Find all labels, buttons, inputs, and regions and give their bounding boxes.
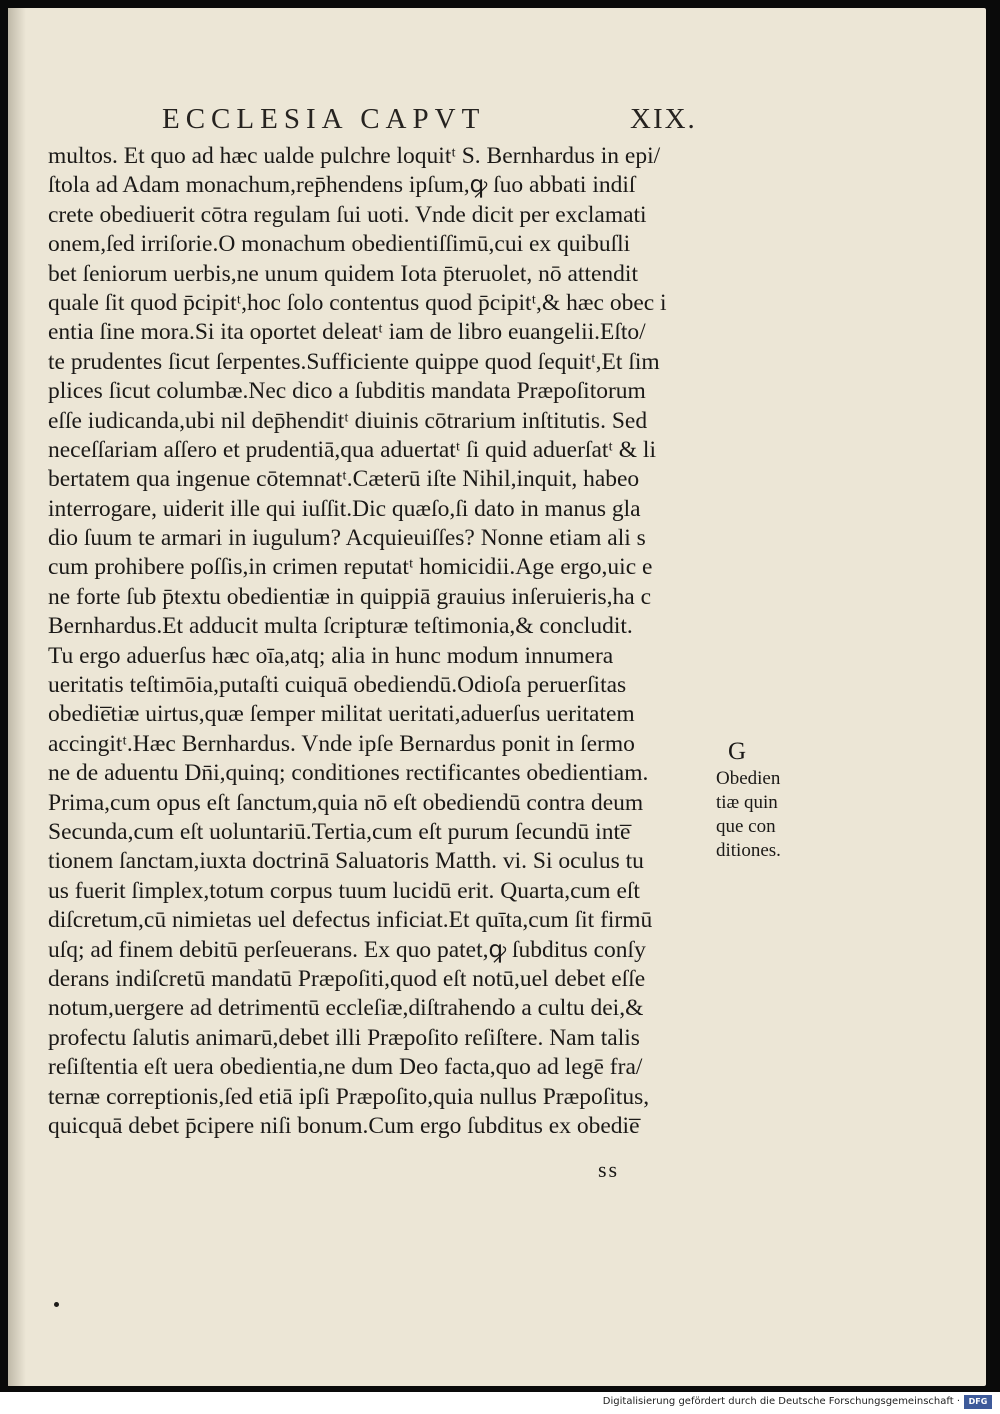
text-line: Prima,cum opus eſt ſanctum,quia nō eſt obediendū contra deum — [48, 789, 644, 816]
text-line: ne de aduentu Dn̄i,quinq; conditiones rectificantes obedientiam. — [48, 760, 649, 787]
text-line: neceſſariam aſſero et prudentiā,qua aduertatᵗ ſi quid aduerſatᵗ & li — [48, 436, 656, 463]
running-head — [150, 103, 710, 139]
margin-note-line: tiæ quin — [716, 792, 778, 813]
text-line: dio ſuum te armari in iugulum? Acquieuiſſes? Nonne etiam ali s — [48, 525, 646, 552]
text-line: crete obediuerit cōtra regulam ſui uoti. Vnde dicit per exclamati — [48, 201, 647, 228]
text-line: Tu ergo aduerſus hæc oīa,atq; alia in hunc modum innumera — [48, 642, 614, 669]
margin-note — [716, 737, 816, 863]
text-line: bet ſeniorum uerbis,ne unum quidem Iota p̄teruolet, nō attendit — [48, 260, 638, 287]
text-line: bertatem qua ingenue cōtemnatᵗ.Cæterū iſte Nihil,inquit, habeo — [48, 466, 640, 493]
text-line: ternæ correptionis,ſed etiā ipſi Præpoſito,quia nullus Præpoſitus, — [48, 1083, 650, 1110]
text-line: reſiſtentia eſt uera obedientia,ne dum Deo facta,quo ad legē fra/ — [48, 1054, 643, 1081]
margin-section-letter: G — [728, 738, 747, 765]
ink-speck — [54, 1302, 59, 1307]
text-line: accingitᵗ.Hæc Bernhardus. Vnde ipſe Bernardus ponit in ſermo — [48, 730, 635, 757]
page-edge-shadow — [8, 8, 26, 1386]
text-line: interrogare, uiderit ille qui iuſſit.Dic quæſo,ſi dato in manus gla — [48, 495, 641, 522]
text-line: entia ſine mora.Si ita oportet deleatᵗ iam de libro euangelii.Eſto/ — [48, 319, 646, 346]
text-line: derans indiſcretū mandatū Præpoſiti,quod eſt notū,uel debet eſſe — [48, 965, 646, 992]
text-line: quale ſit quod p̄cipitᵗ,hoc ſolo contentus quod p̄cipitᵗ,& hæc obec i — [48, 289, 667, 316]
text-line: onem,ſed irriſorie.O monachum obedientiſſimū,cui ex quibuſli — [48, 231, 631, 258]
text-line: ſtola ad Adam monachum,rep̄hendens ipſum,ꝙ ſuo abbati indiſ — [48, 172, 636, 199]
footer-bar — [0, 1392, 1000, 1414]
margin-note-line: que con — [716, 816, 776, 837]
text-line: quicquā debet p̄cipere niſi bonum.Cum ergo ſubditus ex obedie̅ — [48, 1112, 640, 1139]
margin-note-line: ditiones. — [716, 840, 781, 861]
text-line: tionem ſanctam,iuxta doctrinā Saluatoris Matth. vi. Si oculus tu — [48, 848, 644, 875]
text-line: ueritatis teſtimōia,putaſti cuiquā obediendū.Odioſa peruerſitas — [48, 672, 627, 699]
text-line: notum,uergere ad detrimentū eccleſiæ,diſtrahendo a cultu dei,& — [48, 995, 644, 1022]
text-line: us fuerit ſimplex,totum corpus tuum lucidū erit. Quarta,cum eſt — [48, 877, 640, 904]
signature-mark: ss — [598, 1157, 620, 1182]
folio-number: XIX. — [630, 103, 697, 135]
body-text — [48, 142, 730, 1141]
text-line: cum prohibere poſſis,in crimen reputatᵗ homicidii.Age ergo,uic e — [48, 554, 653, 581]
margin-note-line: Obedien — [716, 768, 781, 789]
text-line: eſſe iudicanda,ubi nil dep̄henditᵗ diuinis cōtrarium inſtitutis. Sed — [48, 407, 648, 434]
text-line: ne forte ſub p̄textu obedientiæ in quippiā grauius inſeruieris,ha c — [48, 583, 652, 610]
text-line: obedie̅tiæ uirtus,quæ ſemper militat ueritati,aduerſus ueritatem — [48, 701, 635, 728]
text-line: plices ſicut columbæ.Nec dico a ſubditis mandata Præpoſitorum — [48, 378, 646, 405]
text-line: Secunda,cum eſt uoluntariū.Tertia,cum eſt purum ſecundū inte̅ — [48, 818, 631, 845]
running-head-title: ECCLESIA CAPVT — [162, 103, 486, 135]
funding-credit: Digitalisierung gefördert durch die Deutsche Forschungsgemeinschaft · — [602, 1396, 960, 1407]
dfg-logo: DFG — [964, 1395, 992, 1409]
text-line: uſq; ad finem debitū perſeuerans. Ex quo patet,ꝙ ſubditus conſy — [48, 936, 646, 963]
text-line: diſcretum,cū nimietas uel defectus inficiat.Et quīta,cum ſit firmū — [48, 907, 653, 934]
text-line: profectu ſalutis animarū,debet illi Præpoſito reſiſtere. Nam talis — [48, 1024, 640, 1051]
text-line: te prudentes ſicut ſerpentes.Sufficiente quippe quod ſequitᵗ,Et ſim — [48, 348, 660, 375]
text-line: multos. Et quo ad hæc ualde pulchre loquitᵗ S. Bernhardus in epi/ — [48, 143, 661, 169]
text-line: Bernhardus.Et adducit multa ſcripturæ teſtimonia,& concludit. — [48, 613, 633, 640]
